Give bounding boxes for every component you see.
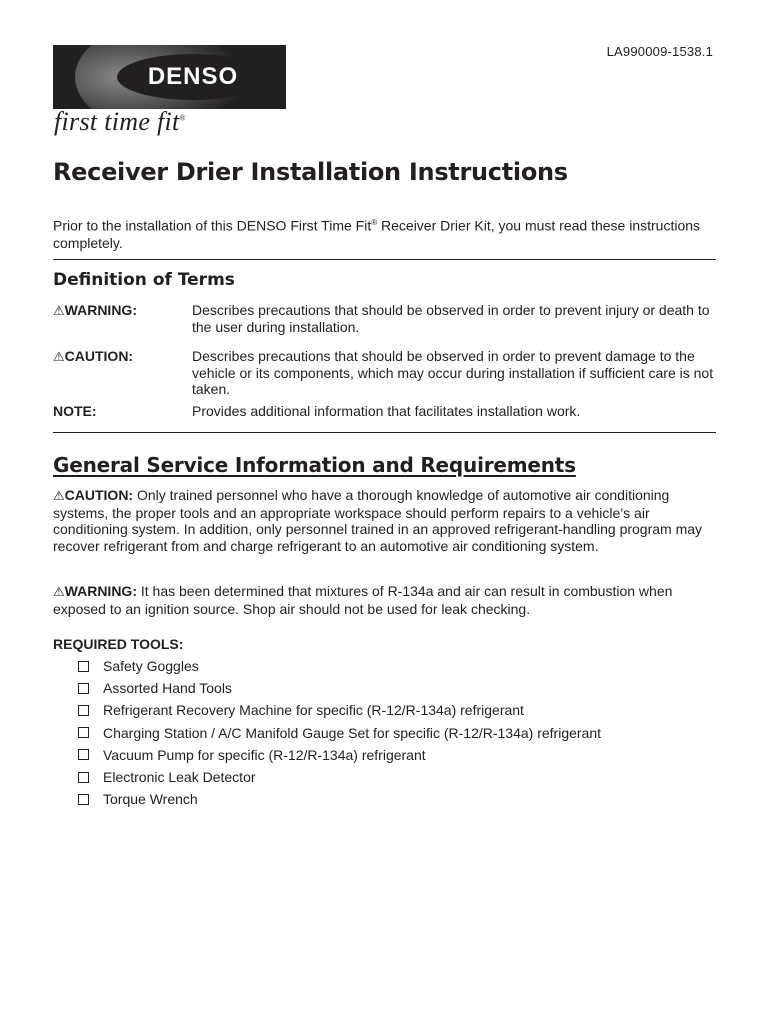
caution-text: Only trained personnel who have a thorough knowledge of automotive air conditioning systems, the proper tools and an appropriate workspace should perform repairs to a vehicle’s air conditioning system. In addition, only personnel trained in an approved refrigerant-handling program may recover refrigerant from and charge refrigerant to an automotive air conditioning system.: [53, 487, 703, 554]
checkbox-icon: [78, 794, 89, 805]
list-item: [78, 699, 601, 721]
divider-bottom: [53, 432, 716, 433]
tool-label: Electronic Leak Detector: [103, 769, 256, 786]
checkbox-icon: [78, 772, 89, 783]
tool-label: Charging Station / A/C Manifold Gauge Set for specific (R-12/R-134a) refrigerant: [103, 724, 602, 741]
warning-triangle-icon: ⚠: [53, 488, 65, 503]
tool-label: Refrigerant Recovery Machine for specific (R-12/R-134a) refrigerant: [103, 702, 524, 719]
caution-paragraph: [53, 487, 719, 554]
checkbox-icon: [78, 749, 89, 760]
general-heading: General Service Information and Requirements: [53, 453, 576, 477]
intro-registered-mark: ®: [371, 218, 378, 227]
intro-text-start: Prior to the installation of this DENSO First Time Fit: [53, 217, 372, 234]
term-name: NOTE:: [53, 403, 97, 419]
divider-top: [53, 259, 716, 260]
caution-label-text: CAUTION:: [64, 487, 134, 503]
term-description: Describes precautions that should be observed in order to prevent injury or death to the user during installation.: [192, 302, 710, 335]
document-id: LA990009-1538.1: [606, 44, 713, 59]
tagline: [54, 107, 186, 137]
registered-mark: ®: [179, 113, 186, 123]
warning-triangle-icon: ⚠: [53, 349, 65, 364]
term-description: Describes precautions that should be observed in order to prevent damage to the vehicle or its components, which may occur during installation if sufficient care is not taken.: [192, 348, 714, 397]
list-item: [78, 655, 601, 677]
tools-list: [78, 655, 601, 810]
page-title: Receiver Drier Installation Instructions: [53, 158, 568, 186]
checkbox-icon: [78, 727, 89, 738]
intro-text-end: Receiver Drier Kit, you must read these instructions completely.: [53, 217, 701, 251]
caution-label: [53, 487, 133, 503]
term-label: [53, 403, 97, 420]
tools-heading: REQUIRED TOOLS:: [53, 636, 184, 652]
tool-label: Vacuum Pump for specific (R-12/R-134a) refrigerant: [103, 746, 426, 763]
warning-label-text: WARNING:: [64, 583, 137, 599]
list-item: [78, 744, 601, 766]
warning-label: [53, 583, 137, 599]
intro-paragraph: [53, 214, 713, 252]
term-name: CAUTION:: [64, 348, 134, 364]
warning-paragraph: [53, 583, 719, 617]
term-name: WARNING:: [64, 302, 137, 318]
list-item: [78, 766, 601, 788]
tagline-text: first time fit: [54, 107, 180, 136]
warning-triangle-icon: ⚠: [53, 303, 65, 318]
list-item: [78, 788, 601, 810]
definitions-heading: Definition of Terms: [53, 270, 235, 290]
logo-wordmark: DENSO: [117, 54, 269, 100]
term-label: [53, 302, 137, 320]
list-item: [78, 677, 601, 699]
tool-label: Torque Wrench: [103, 791, 198, 808]
warning-text: It has been determined that mixtures of R-134a and air can result in combustion when exposed to an ignition source. Shop air should not be used for leak checking.: [53, 583, 673, 617]
term-label: [53, 348, 133, 366]
checkbox-icon: [78, 661, 89, 672]
term-description: Provides additional information that facilitates installation work.: [192, 403, 581, 419]
tool-label: Safety Goggles: [103, 658, 199, 675]
tool-label: Assorted Hand Tools: [103, 680, 232, 697]
checkbox-icon: [78, 683, 89, 694]
checkbox-icon: [78, 705, 89, 716]
warning-triangle-icon: ⚠: [53, 584, 65, 599]
denso-logo: [53, 45, 286, 109]
list-item: [78, 722, 601, 744]
